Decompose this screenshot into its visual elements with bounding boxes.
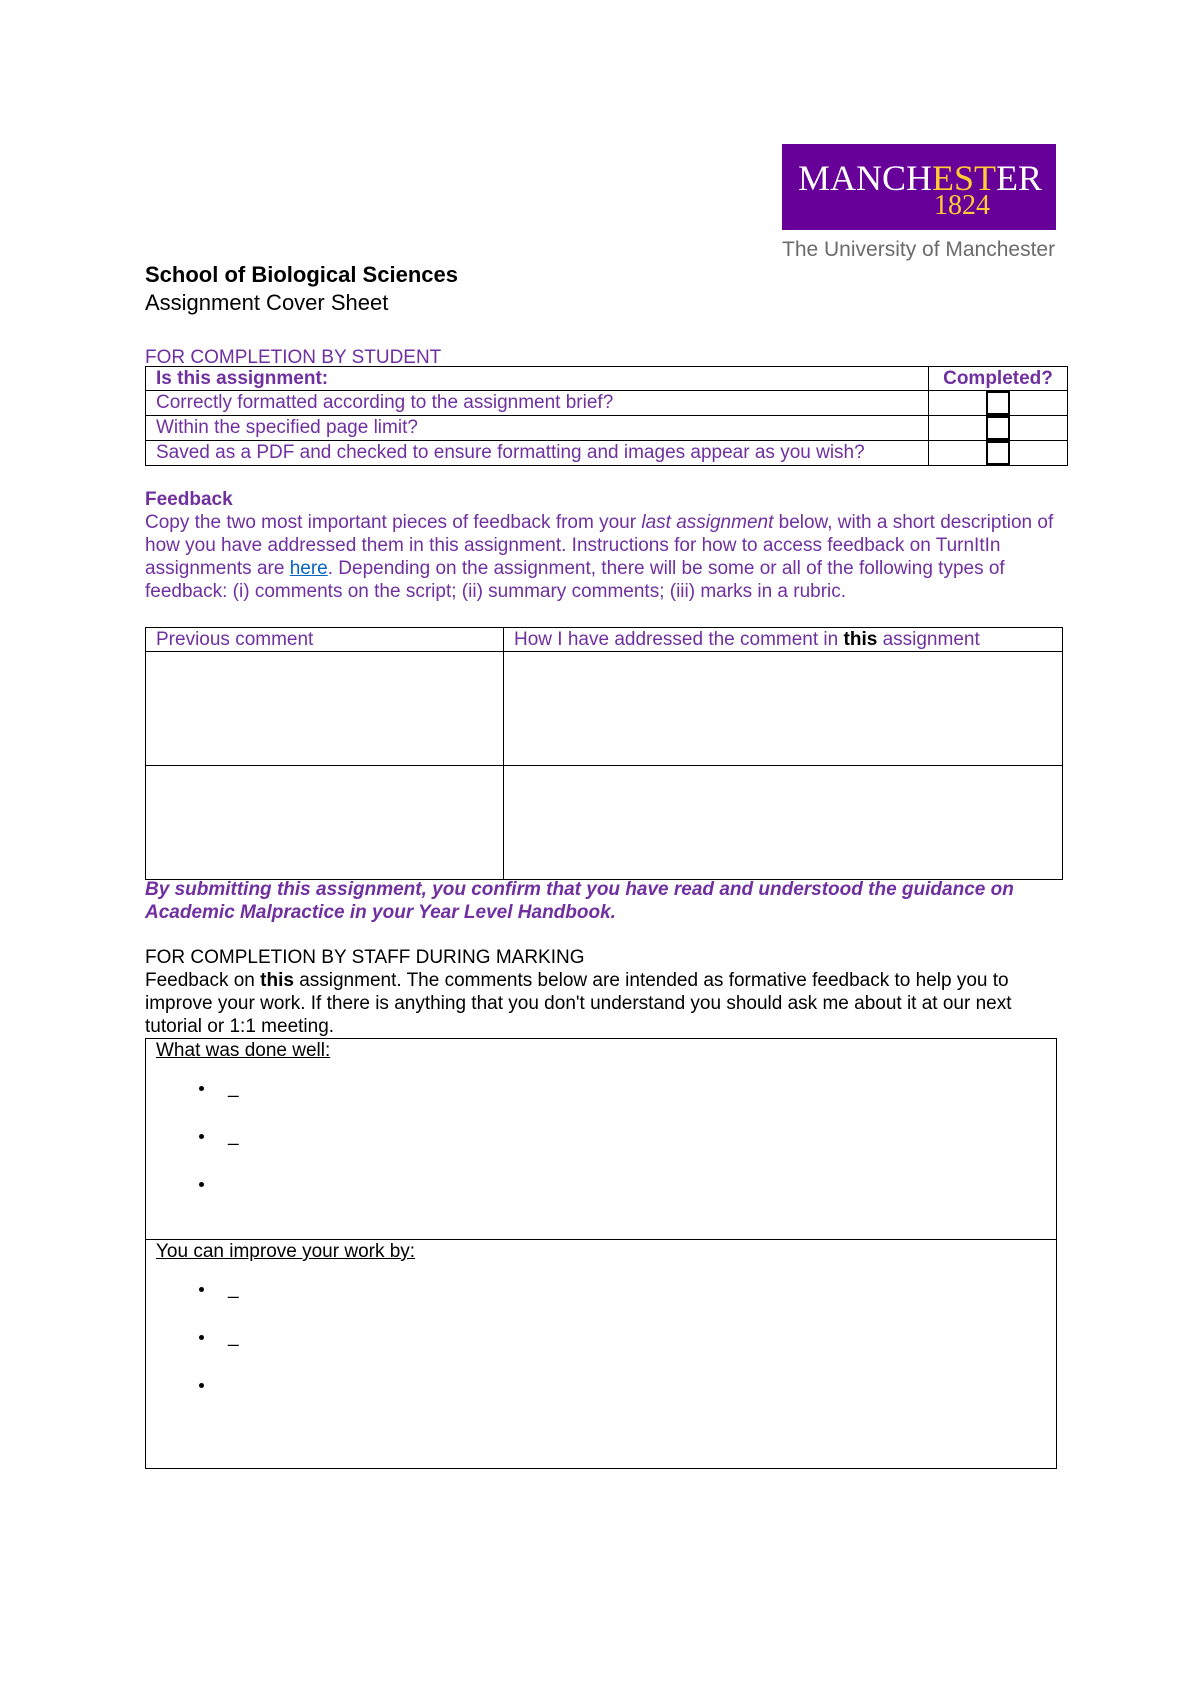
staff-feedback-table [145, 1038, 1057, 1469]
staff-instructions: Feedback on this assignment. The comments below are intended as formative feedback to help you to improve your work. If there is anything that you don't understand you should ask me about it at our next tutorial or 1:1 meeting. [145, 970, 1012, 1037]
done-well-list [156, 1076, 1046, 1220]
previous-feedback-table [145, 627, 1063, 880]
done-well-heading: What was done well: [156, 1040, 331, 1061]
table-row [146, 652, 1063, 766]
checklist-item: Within the specified page limit? [146, 416, 929, 441]
feedback-instructions: Copy the two most important pieces of feedback from your last assignment below, with a short description of how you have addressed them in this assignment. Instructions for how to access feedback on TurnItIn assignments are here. Depending on the assignment, there will be some or all of the following types of feedback: (i) comments on the script; (ii) summary comments; (iii) marks in a rubric. [145, 512, 1054, 602]
list-item[interactable]: • _ [216, 1325, 1046, 1373]
feedback-section [145, 488, 1065, 603]
sheet-subtitle: Assignment Cover Sheet [145, 290, 389, 315]
table-row [146, 1039, 1057, 1240]
list-item[interactable] [216, 1373, 1046, 1421]
completed-checkbox[interactable] [986, 441, 1010, 465]
list-item[interactable]: • _ [216, 1124, 1046, 1172]
checklist-completed-header: Completed? [929, 367, 1068, 391]
table-row [146, 441, 1068, 466]
feedback-header-row [146, 628, 1063, 652]
feedback-heading: Feedback [145, 489, 233, 510]
list-item[interactable]: • _ [216, 1076, 1046, 1124]
university-logo [782, 144, 1056, 262]
checklist-header-row [146, 367, 1068, 391]
table-row [146, 391, 1068, 416]
staff-section [145, 946, 1065, 1038]
logo-year: 1824 [934, 190, 990, 221]
completed-checkbox[interactable] [986, 391, 1010, 415]
logo-university-name: The University of Manchester [782, 238, 1056, 261]
checklist-item: Correctly formatted according to the assignment brief? [146, 391, 929, 416]
table-row [146, 1240, 1057, 1469]
school-title: School of Biological Sciences [145, 262, 458, 287]
malpractice-confirmation: By submitting this assignment, you confirm that you have read and understood the guidance on Academic Malpractice in your Year Level Handbook. [145, 879, 1014, 923]
previous-comment-cell[interactable] [146, 766, 504, 880]
table-row [146, 766, 1063, 880]
checklist-question-header: Is this assignment: [146, 367, 929, 391]
addressed-comment-cell[interactable] [504, 652, 1063, 766]
logo-wordmark: MANCHESTER [798, 158, 1043, 198]
checklist-item: Saved as a PDF and checked to ensure formatting and images appear as you wish? [146, 441, 929, 466]
improve-cell[interactable] [146, 1240, 1057, 1469]
list-item[interactable] [216, 1172, 1046, 1220]
student-checklist-table [145, 366, 1068, 466]
student-section-heading: FOR COMPLETION BY STUDENT [145, 347, 442, 368]
improve-list [156, 1277, 1046, 1421]
improve-heading: You can improve your work by: [156, 1241, 416, 1262]
logo-purple-box [782, 144, 1056, 230]
table-row [146, 416, 1068, 441]
previous-comment-header: Previous comment [146, 628, 504, 652]
completed-checkbox[interactable] [986, 416, 1010, 440]
turnitin-help-link[interactable]: here [289, 558, 328, 579]
done-well-cell[interactable] [146, 1039, 1057, 1240]
previous-comment-cell[interactable] [146, 652, 504, 766]
list-item[interactable]: • _ [216, 1277, 1046, 1325]
addressed-comment-header: How I have addressed the comment in this assignment [504, 628, 1063, 652]
addressed-comment-cell[interactable] [504, 766, 1063, 880]
staff-section-heading: FOR COMPLETION BY STAFF DURING MARKING [145, 947, 585, 968]
